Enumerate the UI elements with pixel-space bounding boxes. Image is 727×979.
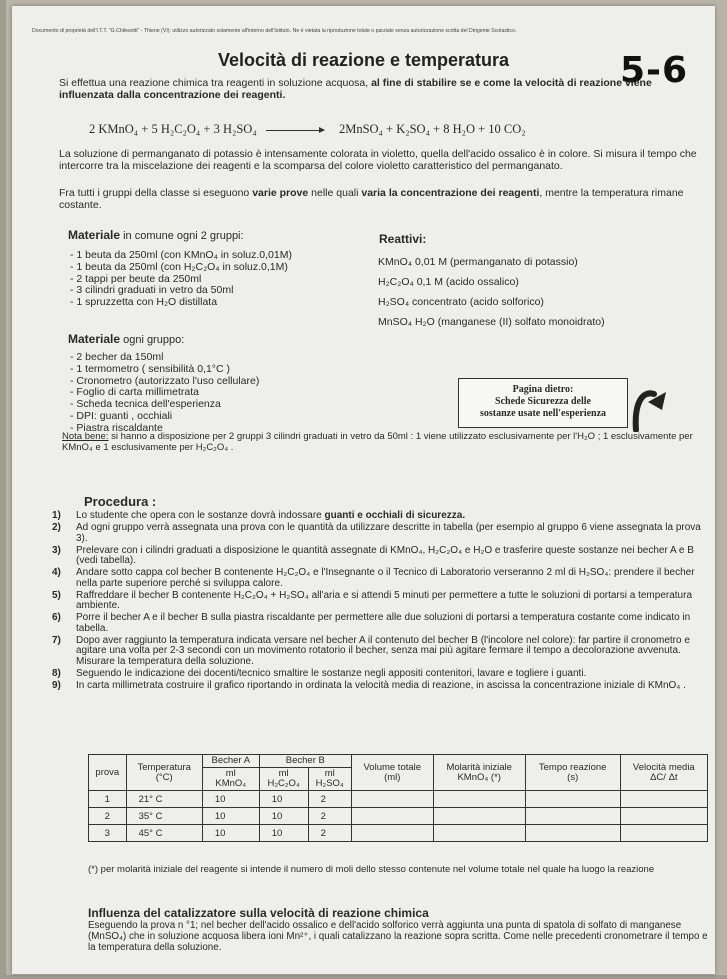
col-molarita-unit: KMnO₄ (*) — [457, 771, 501, 783]
para2-c: nelle quali — [308, 187, 362, 199]
unit-ml: ml — [324, 768, 335, 779]
intro-paragraph — [59, 78, 699, 101]
list-item: - Foglio di carta millimetrata — [70, 387, 370, 399]
page-title: Velocità di reazione e temperatura — [217, 50, 510, 70]
step-number: 6) — [52, 612, 61, 623]
step-text: Raffreddare il becher B contenente H₂C₂O₄ + H₂SO₄ all'aria e si attendi 5 minuti per permettere a tutte le soluzioni di portarsi a temperatura ambiente. — [76, 589, 693, 611]
intro-text-bold: al fine di stabilire se e come la velocità di reazione viene influenzata dalla concentrazione dei reagenti. — [59, 77, 652, 101]
table-header-row — [89, 755, 708, 768]
col-kmno4-label: KMnO₄ — [215, 778, 247, 789]
list-item: - 1 beuta da 250ml (con KMnO₄ in soluz.0,01M) — [70, 250, 370, 262]
cell-h2c2o4: 10 — [259, 825, 308, 842]
cell-velocita[interactable] — [620, 825, 707, 842]
step-text: Lo studente che opera con le sostanze dovrà indossare — [76, 510, 325, 521]
paragraph-permanganate: La soluzione di permanganato di potassio è intensamente colorata in violetto, quella dell'acido ossalico è in colore. Si misura il tempo che intercorre tra la miscelazione dei reagenti e la scomparsa del colore violetto caratteristico del permanganato. — [59, 148, 697, 172]
table-row — [89, 825, 708, 842]
results-table — [88, 754, 708, 842]
catalyst-paragraph: Eseguendo la prova n °1; nel becher dell'acido ossalico e dell'acido solforico verrà aggiunta una punta di spatola di solfato di manganese (MnSO₄) che in soluzione acquosa libera ioni Mn²⁺, i quali catalizzano la reazione sopra scritta. Come nelle precedenti cronometrare il tempo e la temperatura della soluzione. — [88, 920, 708, 953]
step-text: Ad ogni gruppo verrà assegnata una prova con le quantità da utilizzare descritte in tabella (per esempio al gruppo 6 viene assegnata la prova 3). — [76, 522, 701, 544]
step-text-bold: guanti e occhiali di sicurezza. — [324, 510, 466, 521]
col-temperatura-unit: (°C) — [155, 771, 173, 783]
col-prova: prova — [89, 755, 127, 791]
procedure-step — [52, 613, 702, 634]
cell-temp: 35° C — [126, 808, 202, 825]
reagent-item: MnSO₄ H₂O (manganese (II) solfato monoidrato) — [378, 316, 605, 328]
intro-text: Si effettua una reazione chimica tra reagenti in soluzione acquosa, — [59, 77, 372, 89]
step-text: Prelevare con i cilindri graduati a disposizione le quantità assegnate di KMnO₄, H₂C₂O₄ e H₂O e trasferire queste sostanze nei becher A e B (vedi tabella). — [76, 544, 694, 566]
wall-edge-bottom — [0, 975, 727, 979]
step-number: 3) — [52, 544, 61, 556]
list-item: - 1 spruzzetta con H₂O distillata — [70, 297, 370, 309]
catalyst-heading: Influenza del catalizzatore sulla velocità di reazione chimica — [88, 906, 429, 920]
cell-tempo[interactable] — [525, 808, 620, 825]
col-h2c2o4 — [259, 768, 308, 791]
procedure-step — [52, 681, 702, 692]
col-velocita — [620, 755, 707, 791]
step-text: In carta millimetrata costruire il grafico riportando in ordinata la velocità media di reazione, in ascissa la concentrazione iniziale di KMnO₄ . — [76, 679, 686, 691]
procedure-steps — [52, 511, 702, 693]
cell-prova: 1 — [89, 791, 127, 808]
cell-temp: 45° C — [126, 825, 202, 842]
wall-edge — [0, 0, 6, 979]
cell-h2so4: 2 — [308, 825, 351, 842]
list-item: - 1 beuta da 250ml (con H₂C₂O₄ in soluz.0,1M) — [70, 262, 370, 274]
col-molarita — [433, 755, 525, 791]
materials-group-heading-bold: Materiale — [68, 332, 121, 346]
procedure-step — [52, 636, 702, 668]
materials-group-heading — [68, 332, 184, 346]
list-item: - Piastra riscaldante — [70, 423, 370, 435]
cell-h2c2o4: 10 — [259, 808, 308, 825]
paragraph-tests — [59, 188, 704, 211]
disclaimer: Documento di proprietà dell'I.T.T. "G.Chilesotti" - Thiene (VI): utilizzo autorizzato solamente all'interno dell'Istituto. Ne è vietata la riproduzione totale o parziale senza autorizzazione scritta del Dirigente Scolastico. — [32, 28, 517, 34]
reagents-list — [378, 256, 708, 336]
list-item: - 3 cilindri graduati in vetro da 50ml — [70, 285, 370, 297]
cell-tempo[interactable] — [525, 825, 620, 842]
reaction-reactants: 2 KMnO₄ + 5 H₂C₂O₄ + 3 H₂SO₄ — [89, 122, 257, 136]
cell-volume[interactable] — [351, 825, 433, 842]
reagent-item: H₂SO₄ concentrato (acido solforico) — [378, 296, 544, 308]
procedure-step — [52, 523, 702, 544]
list-item: - Scheda tecnica dell'esperienza — [70, 399, 370, 411]
note-paragraph — [62, 431, 710, 453]
col-tempo-unit: (s) — [567, 771, 579, 783]
step-text: Andare sotto cappa col becher B contenente H₂C₂O₄ e l'Insegnante o il Tecnico di Laboratorio verseranno 2 ml di H₂SO₄: prendere il becher nella parte superiore perché si sviluppa calore. — [76, 567, 695, 589]
col-tempo-label: Tempo reazione — [538, 761, 607, 773]
step-text: Porre il becher A e il becher B sulla piastra riscaldante per permettere alle due soluzioni di portarsi a temperatura costante come indicato in tabella. — [76, 612, 691, 634]
para2-d: varia la concentrazione dei reagenti — [361, 187, 540, 199]
reagent-item: H₂C₂O₄ 0,1 M (acido ossalico) — [378, 276, 519, 288]
reagent-item: KMnO₄ 0,01 M (permanganato di potassio) — [378, 256, 578, 268]
page-number-handwritten: 5-6 — [620, 50, 689, 91]
col-volume-unit: (ml) — [384, 771, 401, 783]
col-molarita-label: Molarità iniziale — [446, 761, 512, 773]
unit-ml: ml — [278, 768, 289, 779]
turn-page-arrow-icon — [628, 380, 668, 432]
cell-kmno4: 10 — [202, 791, 259, 808]
cell-velocita[interactable] — [620, 791, 707, 808]
back-box-line2: Schede Sicurezza delle — [495, 396, 591, 407]
step-number: 8) — [52, 667, 61, 679]
materials-common-heading-bold: Materiale — [68, 228, 121, 242]
materials-group-heading-light: ogni gruppo: — [120, 334, 185, 346]
cell-kmno4: 10 — [202, 808, 259, 825]
cell-molarita[interactable] — [433, 808, 525, 825]
table-row — [89, 791, 708, 808]
step-number: 1) — [52, 510, 61, 521]
step-text: Dopo aver raggiunto la temperatura indicata versare nel becher A il contenuto del becher B (l'incolore nel colore): far partire il cronometro e agitare una volta per 2-3 secondi con un movimento rotatorio il becher, senza mai più agitare fermare il tempo a decolorazione avvenuta. Misurare la temperatura della soluzione. — [76, 634, 690, 667]
step-number: 2) — [52, 522, 61, 533]
cell-volume[interactable] — [351, 791, 433, 808]
step-text: Seguendo le indicazione dei docenti/tecnico smaltire le sostanze negli appositi contenitori, lavare e togliere i guanti. — [76, 667, 587, 679]
step-number: 5) — [52, 589, 61, 601]
procedure-step — [52, 591, 702, 612]
document-sheet — [12, 6, 715, 974]
para2-b: varie prove — [252, 187, 309, 199]
col-temperatura — [126, 755, 202, 791]
materials-common-heading-light: in comune ogni 2 gruppi: — [120, 230, 244, 242]
cell-h2c2o4: 10 — [259, 791, 308, 808]
list-item: - DPI: guanti , occhiali — [70, 411, 370, 423]
reaction-equation — [89, 122, 709, 137]
para2-e: , mentre la temperatura rimane costante. — [59, 187, 684, 211]
materials-common-heading — [68, 228, 244, 242]
cell-volume[interactable] — [351, 808, 433, 825]
back-box-line1: Pagina dietro: — [512, 384, 574, 395]
procedure-heading: Procedura : — [84, 494, 157, 509]
cell-tempo[interactable] — [525, 791, 620, 808]
procedure-step — [52, 669, 702, 680]
col-tempo — [525, 755, 620, 791]
table-footnote: (*) per molarità iniziale del reagente si intende il numero di moli dello stesso contenute nel volume totale nel quale ha luogo la reazione — [88, 864, 655, 875]
col-velocita-label: Velocità media — [632, 761, 695, 773]
col-h2so4 — [308, 768, 351, 791]
procedure-step — [52, 511, 702, 522]
list-item: - 2 becher da 150ml — [70, 352, 370, 364]
cell-molarita[interactable] — [433, 791, 525, 808]
materials-group-list — [70, 352, 370, 435]
procedure-step — [52, 546, 702, 567]
cell-h2so4: 2 — [308, 791, 351, 808]
list-item: - 1 termometro ( sensibilità 0,1°C ) — [70, 364, 370, 376]
unit-ml: ml — [225, 768, 236, 779]
reagents-heading: Reattivi: — [379, 232, 427, 246]
step-number: 9) — [52, 679, 61, 691]
back-box-line3: sostanze usate nell'esperienza — [479, 408, 607, 419]
cell-kmno4: 10 — [202, 825, 259, 842]
col-kmno4 — [202, 768, 259, 791]
note-label: Nota bene: — [62, 431, 109, 442]
procedure-step — [52, 568, 702, 589]
note-text: si hanno a disposizione per 2 gruppi 3 cilindri graduati in vetro da 50ml : 1 viene utilizzato esclusivamente per l'H₂O ; 1 esclusivamente per KMnO₄ e 1 esclusivamente per H₂C₂O₄ . — [62, 431, 693, 453]
cell-h2so4: 2 — [308, 808, 351, 825]
col-h2so4-label: H₂SO₄ — [315, 778, 344, 789]
table-row — [89, 808, 708, 825]
col-velocita-unit: ΔC/ Δt — [650, 771, 678, 783]
col-temperatura-label: Temperatura — [137, 761, 191, 773]
cell-temp: 21° C — [126, 791, 202, 808]
cell-velocita[interactable] — [620, 808, 707, 825]
col-volume-label: Volume totale — [363, 761, 422, 773]
step-number: 7) — [52, 634, 61, 646]
reaction-products: 2MnSO₄ + K₂SO₄ + 8 H₂O + 10 CO₂ — [338, 122, 526, 136]
materials-common-list — [70, 250, 370, 309]
para2-a: Fra tutti i gruppi della classe si eseguono — [59, 187, 253, 199]
back-page-box — [458, 378, 628, 428]
col-becher-a: Becher A — [202, 755, 259, 768]
cell-prova: 2 — [89, 808, 127, 825]
list-item: - 2 tappi per beute da 250ml — [70, 274, 370, 286]
col-volume — [351, 755, 433, 791]
cell-molarita[interactable] — [433, 825, 525, 842]
list-item: - Cronometro (autorizzato l'uso cellulare) — [70, 376, 370, 388]
cell-prova: 3 — [89, 825, 127, 842]
col-becher-b: Becher B — [259, 755, 351, 768]
step-number: 4) — [52, 567, 61, 578]
col-h2c2o4-label: H₂C₂O₄ — [267, 778, 300, 789]
reaction-arrow-icon — [266, 130, 324, 131]
